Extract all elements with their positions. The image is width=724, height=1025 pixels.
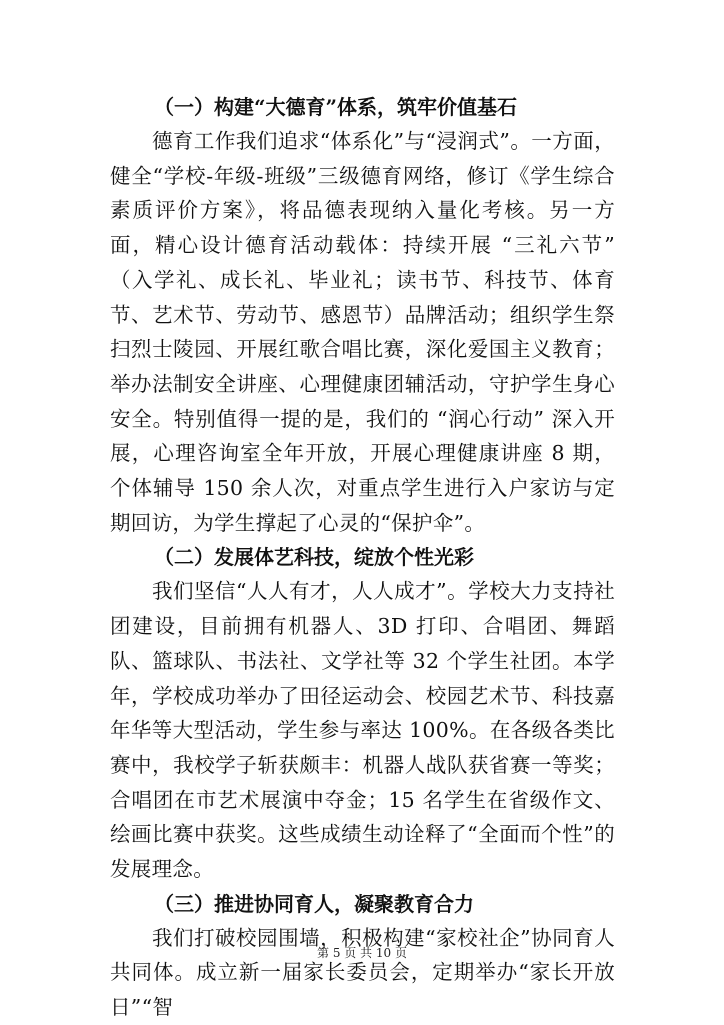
document-body (110, 90, 615, 1025)
section-paragraph-2: 我们坚信“人人有才，人人成才”。学校大力支持社团建设，目前拥有机器人、3D 打印、合唱团、舞蹈队、篮球队、书法社、文学社等 32 个学生社团。本学年，学校成功举办了田径运动会、校园艺术节、科技嘉年华等大型活动，学生参与率达 100%。在各级各类比赛中，我校学子斩获颇丰：机器人战队获省赛一等奖；合唱团在市艺术展演中夺金；15 名学生在省级作文、绘画比赛中获奖。这些成绩生动诠释了“全面而个性”的发展理念。 (110, 579, 615, 882)
section-heading-3: （三）推进协同育人，凝聚教育合力 (154, 891, 474, 916)
section-heading-2: （二）发展体艺科技，绽放个性光彩 (154, 545, 474, 570)
section-paragraph-1: 德育工作我们追求“体系化”与“浸润式”。一方面，健全“学校-年级-班级”三级德育网络，修订《学生综合素质评价方案》，将品德表现纳入量化考核。另一方面，精心设计德育活动载体：持续开展 “三礼六节” （入学礼、成长礼、毕业礼；读书节、科技节、体育节、艺术节、劳动节、感恩节）品牌活动；组织学生祭扫烈士陵园、开展红歌合唱比赛，深化爱国主义教育；举办法制安全讲座、心理健康团辅活动，守护学生身心安全。特别值得一提的是，我们的 “润心行动” 深入开展，心理咨询室全年开放，开展心理健康讲座 8 期，个体辅导 150 余人次，对重点学生进行入户家访与定期回访，为学生撑起了心灵的“保护伞”。 (110, 129, 615, 535)
section-heading-1: （一）构建“大德育”体系，筑牢价值基石 (154, 95, 518, 119)
page-number-footer: 第 5 页 共 10 页 (317, 946, 407, 960)
section-paragraph-3: 我们打破校园围墙，积极构建“家校社企”协同育人共同体。成立新一届家长委员会，定期举办“家长开放日”“智 (110, 925, 615, 1020)
